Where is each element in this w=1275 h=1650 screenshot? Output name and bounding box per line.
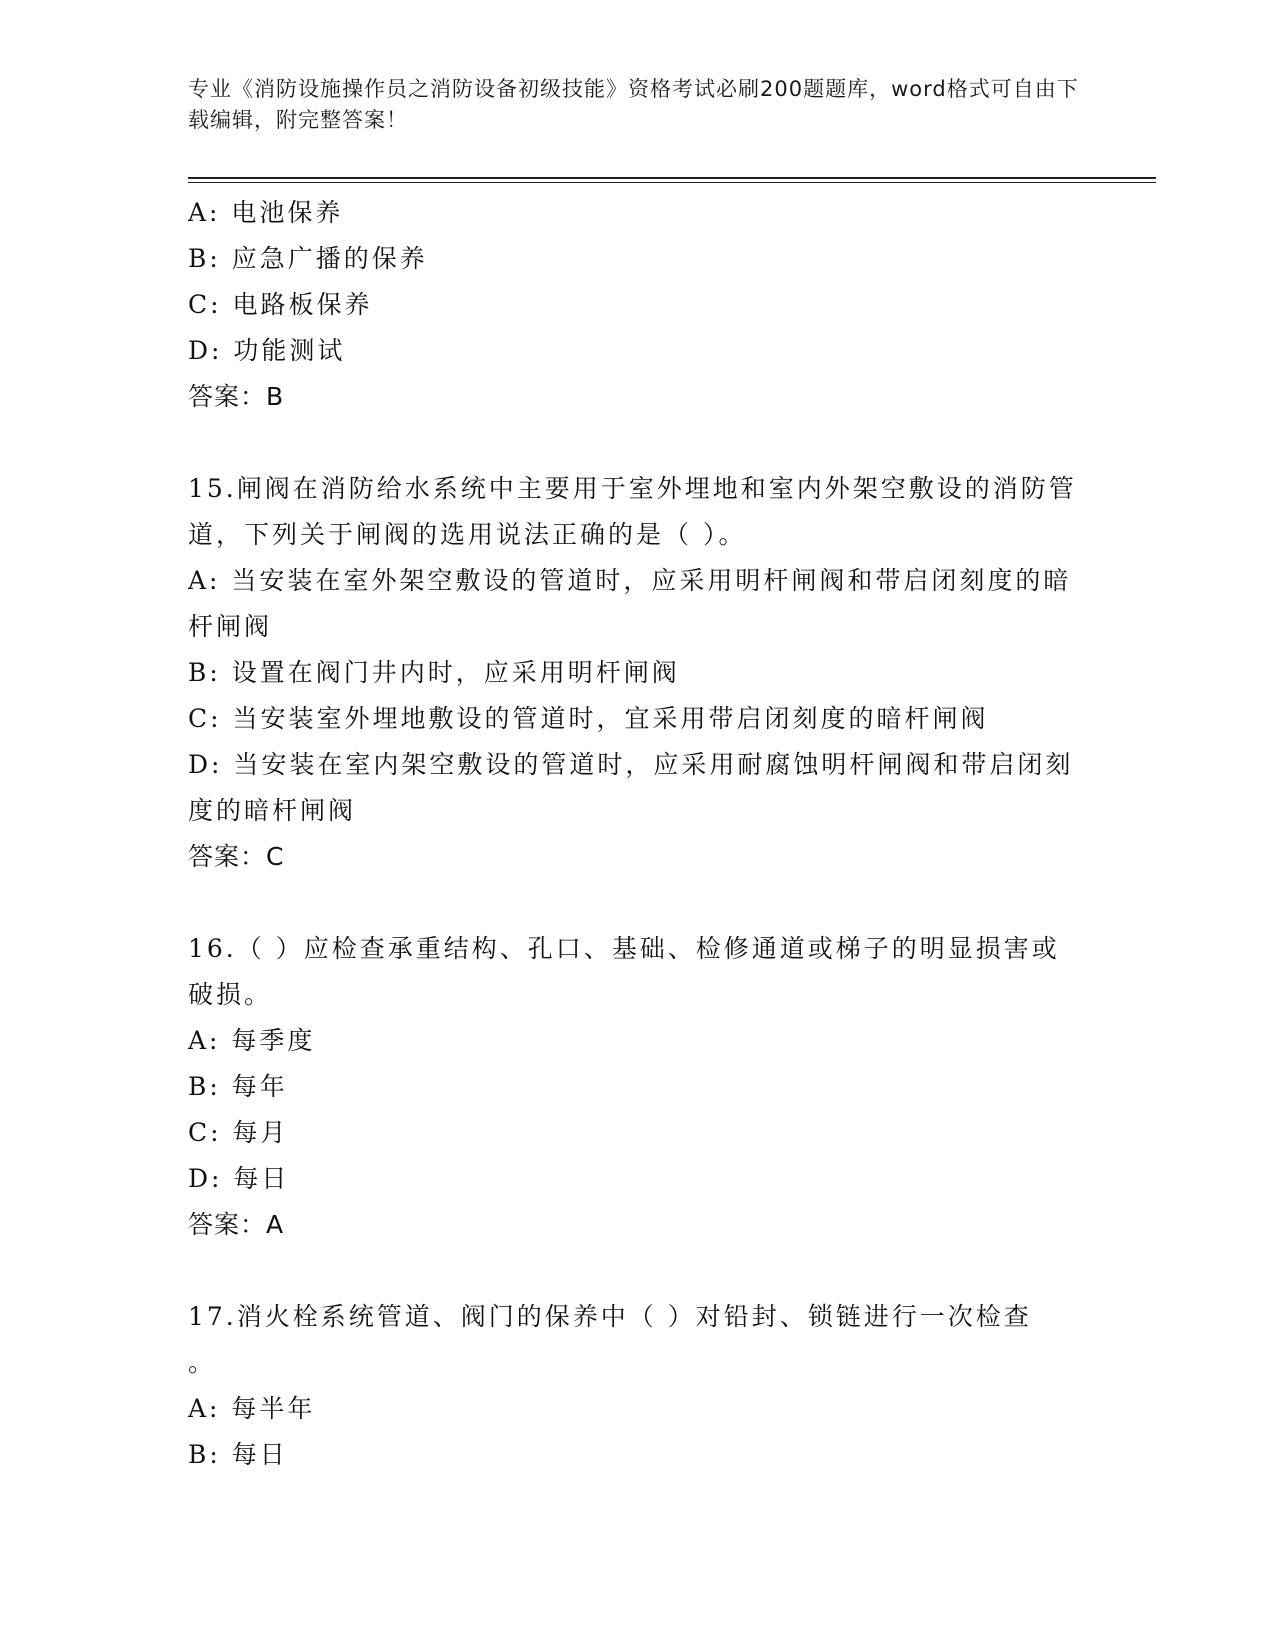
option-c: C: 电路板保养 [188,290,373,319]
option-b: B: 应急广播的保养 [188,244,428,273]
question-15 [188,466,1078,880]
option-c: C: 当安装室外埋地敷设的管道时，宜采用带启闭刻度的暗杆闸阀 [188,704,989,733]
question-text-end: 。 [188,1348,217,1377]
option-a: A: 每季度 [188,1026,316,1055]
question-text: 16.（ ）应检查承重结构、孔口、基础、检修通道或梯子的明显损害或破损。 [188,934,1060,1009]
question-16 [188,926,1078,1248]
option-b: B: 每年 [188,1072,288,1101]
question-text: 17.消火栓系统管道、阀门的保养中（ ）对铅封、锁链进行一次检查 [188,1302,1032,1331]
option-d: D: 功能测试 [188,336,346,365]
option-d: D: 每日 [188,1164,290,1193]
answer: 答案：C [188,842,285,871]
answer: 答案：B [188,382,285,411]
document-header: 专业《消防设施操作员之消防设备初级技能》资格考试必刷200题题库，word格式可自由下载编辑，附完整答案！ [188,77,1079,132]
option-c: C: 每月 [188,1118,289,1147]
option-d: D: 当安装在室内架空敷设的管道时，应采用耐腐蚀明杆闸阀和带启闭刻度的暗杆闸阀 [188,750,1074,825]
option-b: B: 设置在阀门井内时，应采用明杆闸阀 [188,658,680,687]
option-a: A: 当安装在室外架空敷设的管道时，应采用明杆闸阀和带启闭刻度的暗杆闸阀 [188,566,1072,641]
header-divider-thin [188,182,1156,183]
question-content [188,190,1078,1478]
option-a: A: 每半年 [188,1394,316,1423]
header-divider [188,177,1156,179]
question-text: 15.闸阀在消防给水系统中主要用于室外埋地和室内外架空敷设的消防管道，下列关于闸阀的选用说法正确的是（ ）。 [188,474,1077,549]
answer: 答案：A [188,1210,285,1239]
option-a: A: 电池保养 [188,198,344,227]
question-17 [188,1294,1078,1478]
option-b: B: 每日 [188,1440,288,1469]
question-14 [188,190,1078,420]
